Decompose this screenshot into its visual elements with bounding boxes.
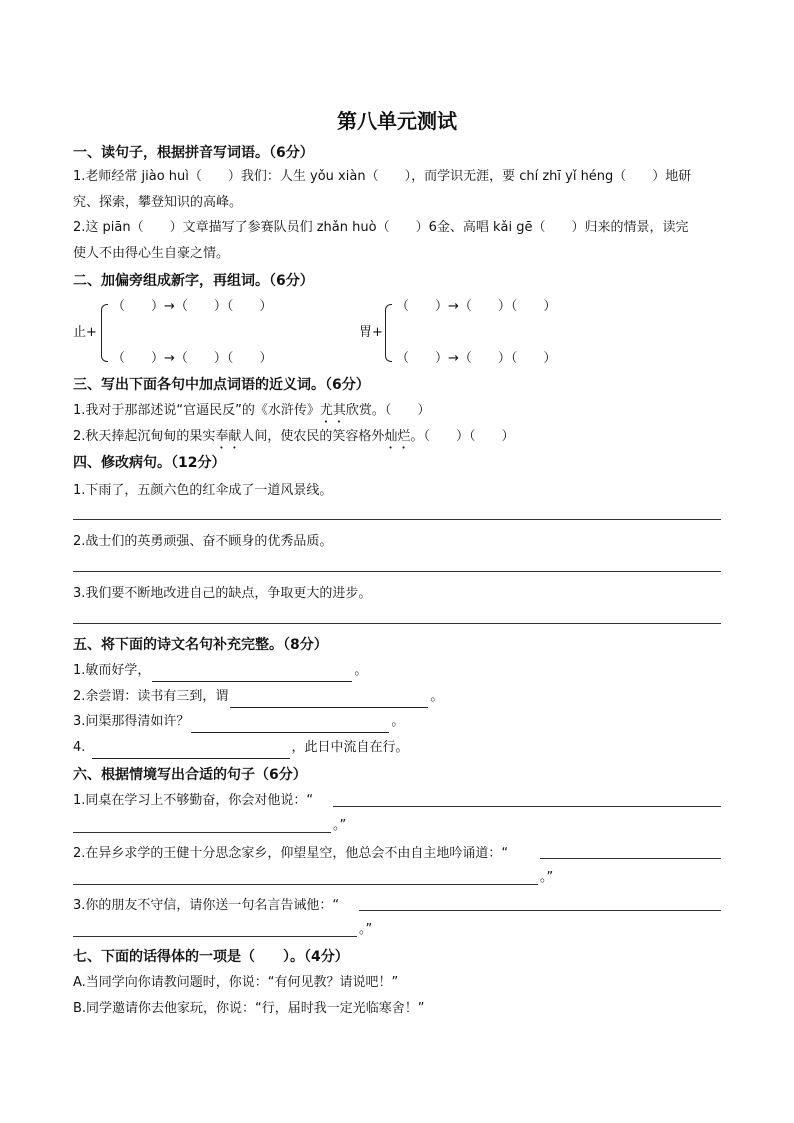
section-6-heading: 六、根据情境写出合适的句子（6分） [73,767,307,783]
s6-q3: 3.你的朋友不守信，请你送一句名言告诫他：“ [73,898,340,913]
s5-q2: 2.余尝谓：读书有三到，谓 。 [73,686,443,708]
section-5-heading: 五、将下面的诗文名句补充完整。（8分） [73,637,328,653]
s1-q1-line1: 1.老师经常 jiào huì（ ）我们：人生 yǒu xiàn（ ），而学识无涯，要 chí zhī yǐ héng（ ）地研 [73,169,692,184]
radical-left: 止+ [73,325,97,340]
brace-left [101,304,108,362]
s3-q2: 2.秋天捧起沉甸甸的果实奉献人间，使农民的笑容格外灿烂。（ ）（ ） [73,429,515,444]
section-7-heading: 七、下面的话得体的一项是（ ）。（4分） [73,949,349,965]
answer-line[interactable] [359,910,721,911]
s5-q3: 3.问渠那得清如许？ 。 [73,711,404,733]
s2-left-row1: （ ）→（ ）（ ） [112,299,273,314]
s1-q2-line1: 2.这 piān（ ）文章描写了参赛队员们 zhǎn huò（ ）6金、高唱 kǎi gē（ ）归来的情景，读完 [73,220,689,235]
s1-q1-line2: 究、探索，攀登知识的高峰。 [73,195,243,210]
answer-line[interactable] [73,519,721,520]
s2-right-row2: （ ）→（ ）（ ） [396,351,557,366]
s4-q3: 3.我们要不断地改进自己的缺点，争取更大的进步。 [73,586,372,601]
answer-line[interactable] [540,858,721,859]
s4-q1: 1.下雨了，五颜六色的红伞成了一道风景线。 [73,483,333,498]
answer-line[interactable] [73,832,331,833]
brace-right [385,304,392,362]
answer-line[interactable] [73,884,538,885]
dotted-word: 尤其 [319,403,346,418]
s2-right-row1: （ ）→（ ）（ ） [396,299,557,314]
s4-q2: 2.战士们的英勇顽强、奋不顾身的优秀品质。 [73,534,333,549]
radical-right: 胃+ [359,325,383,340]
s1-q2-line2: 使人不由得心生自豪之情。 [73,246,230,261]
section-3-heading: 三、写出下面各句中加点词语的近义词。（6分） [73,377,370,393]
answer-line[interactable] [73,623,721,624]
fill-blank[interactable] [92,744,290,759]
s2-left-row2: （ ）→（ ）（ ） [112,351,273,366]
s5-q4: 4. ，此日中流自在行。 [73,737,409,759]
section-2-heading: 二、加偏旁组成新字，再组词。（6分） [73,273,314,289]
s5-q1: 1.敏而好学， 。 [73,660,367,682]
answer-line[interactable] [73,571,721,572]
s6-q3-close: 。” [359,922,373,937]
section-4-heading: 四、修改病句。（12分） [73,455,226,471]
s6-q1: 1.同桌在学习上不够勤奋，你会对他说：“ [73,793,314,808]
s3-q1: 1.我对于那部述说“官逼民反”的《水浒传》尤其欣赏。（ ） [73,403,431,418]
section-1-heading: 一、读句子，根据拼音写词语。（6分） [73,145,314,161]
answer-line[interactable] [73,936,357,937]
s7-option-a: A.当同学向你请教问题时，你说：“有何见教？请说吧！” [73,975,399,990]
fill-blank[interactable] [191,718,389,733]
s6-q2: 2.在异乡求学的王健十分思念家乡，仰望星空，他总会不由自主地吟诵道：“ [73,846,509,861]
dotted-word: 灿烂 [384,429,411,444]
fill-blank[interactable] [152,667,352,682]
answer-line[interactable] [333,806,721,807]
s7-option-b: B.同学邀请你去他家玩，你说：“行，届时我一定光临寒舍！” [73,1001,425,1016]
fill-blank[interactable] [230,693,428,708]
page-title: 第八单元测试 [337,109,457,133]
s6-q2-close: 。” [540,870,554,885]
s6-q1-close: 。” [333,818,347,833]
dotted-word: 奉献 [215,429,242,444]
